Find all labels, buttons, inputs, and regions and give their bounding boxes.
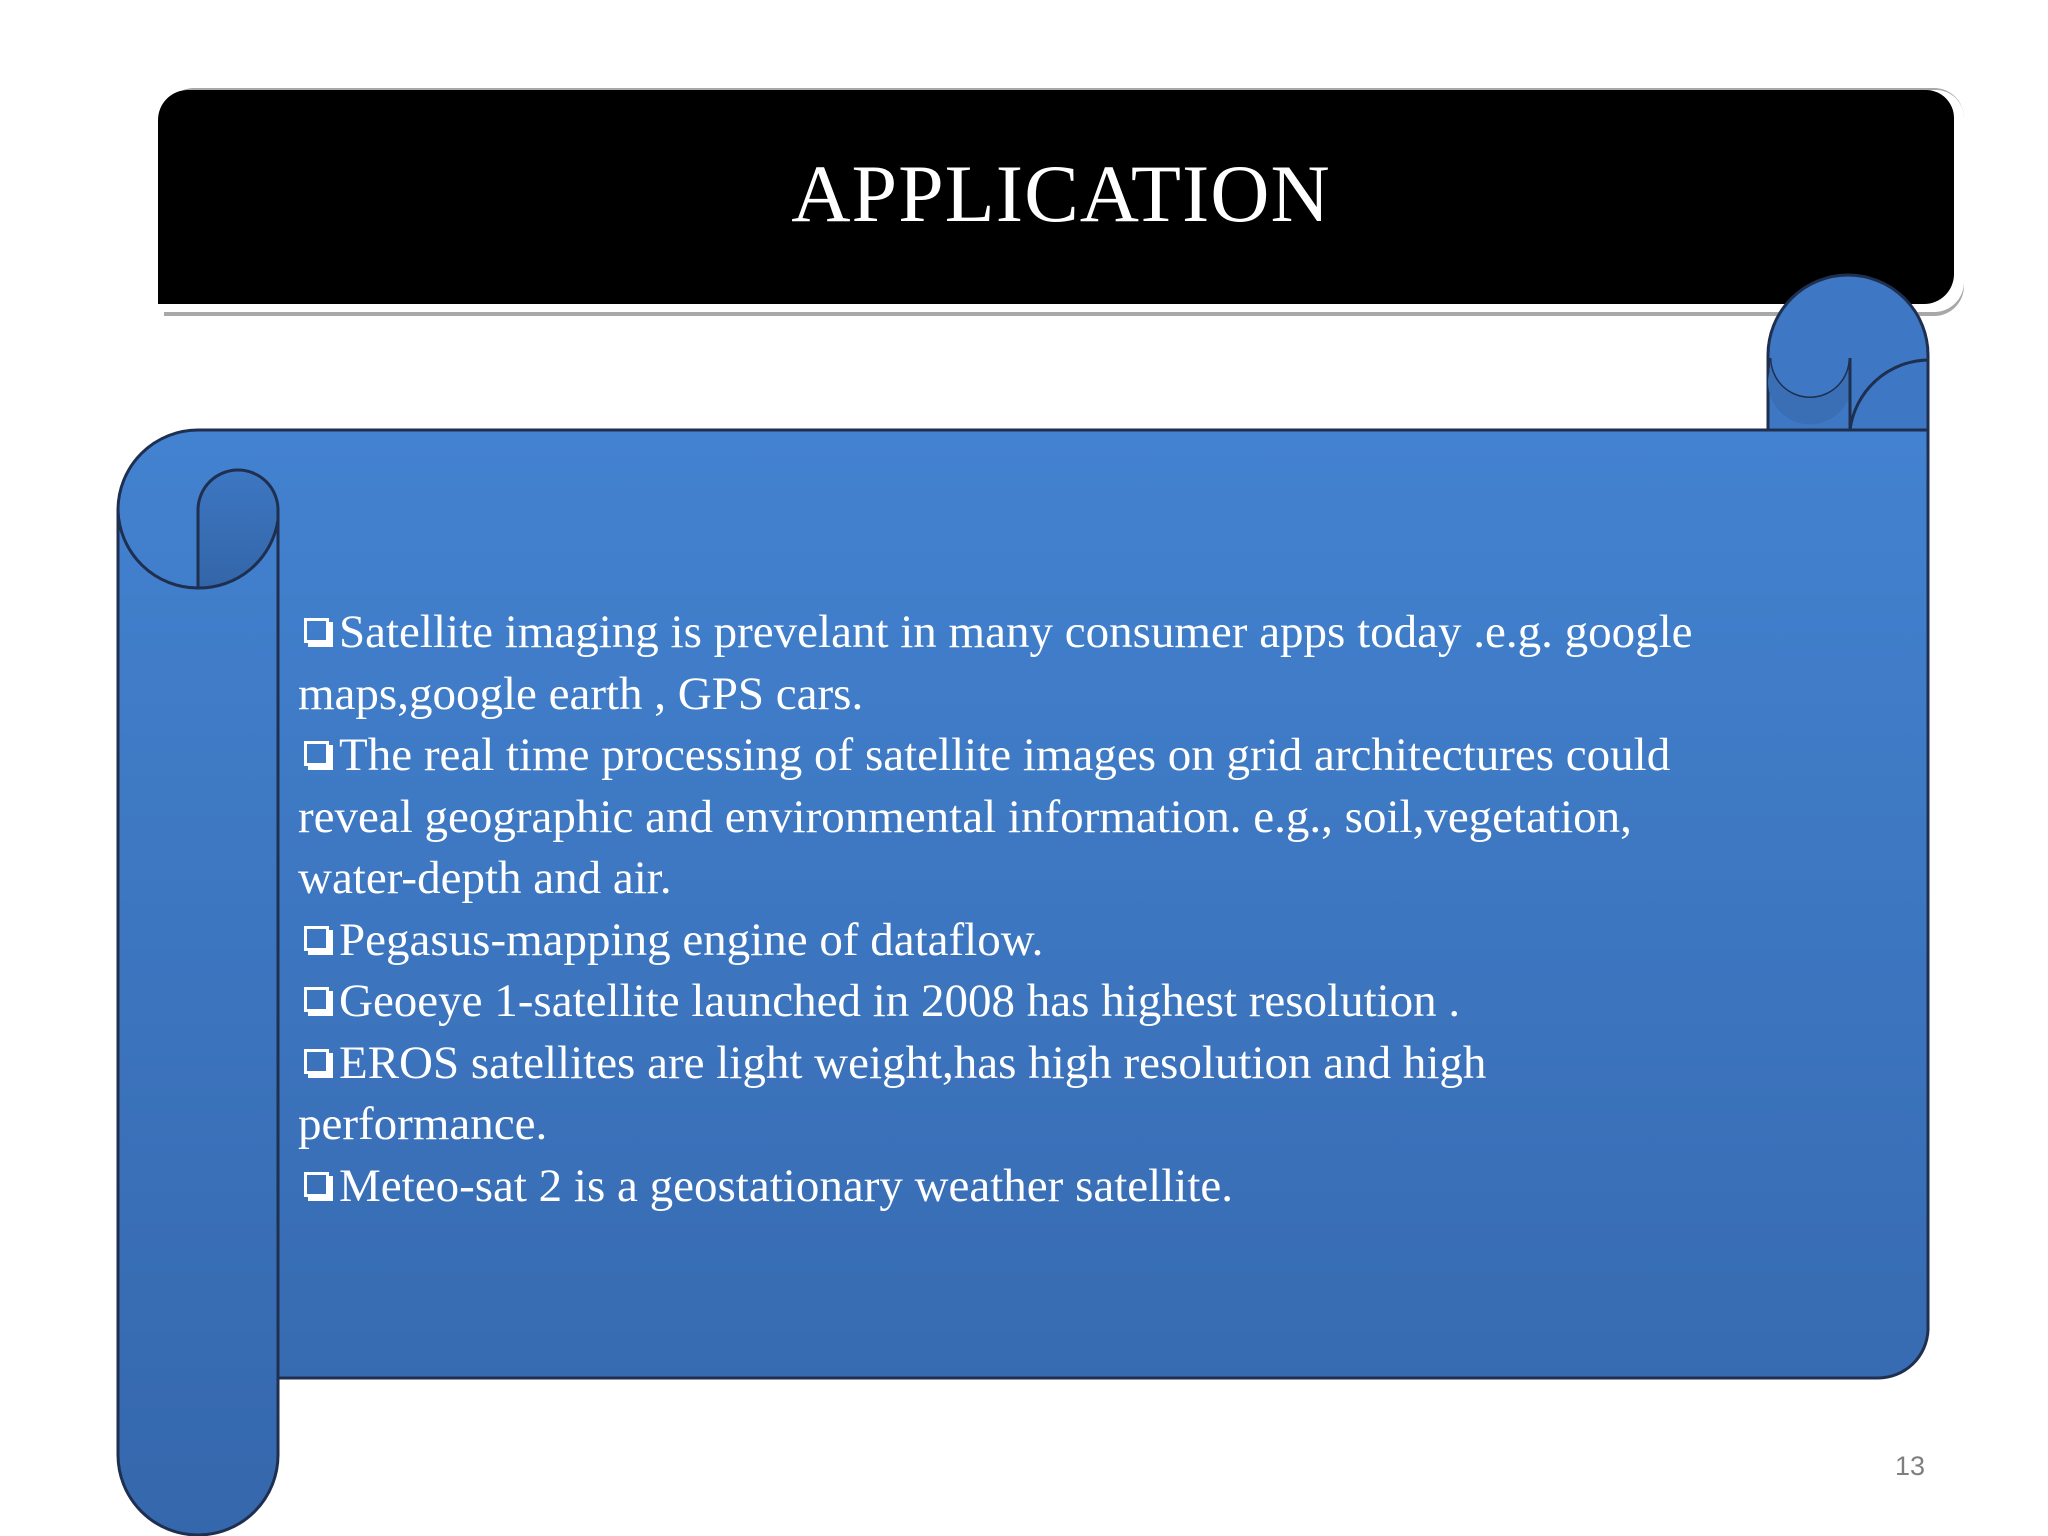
scroll-right-curl [1768,275,1928,430]
hollow-square-bullet-icon [304,1172,329,1197]
hollow-square-bullet-icon [304,618,329,643]
list-item-continuation: water-depth and air. [298,852,672,904]
hollow-square-bullet-icon [304,1049,329,1074]
list-item: Pegasus-mapping engine of dataflow. [298,910,1878,972]
page-number: 13 [1894,1451,1925,1481]
list-item: Meteo-sat 2 is a geostationary weather satellite. [298,1156,1878,1218]
list-item-continuation: reveal geographic and environmental information. e.g., soil,vegetation, [298,790,1632,843]
list-item-continuation: performance. [298,1098,548,1150]
list-item: Geoeye 1-satellite launched in 2008 has highest resolution . [298,971,1878,1033]
hollow-square-bullet-icon [304,987,329,1012]
hollow-square-bullet-icon [304,926,329,951]
bullet-list [298,602,1878,1217]
list-item: Satellite imaging is prevelant in many consumer apps today .e.g. google [298,602,1878,664]
slide-title: APPLICATION [791,148,1331,239]
list-item-continuation: maps,google earth , GPS cars. [298,667,864,720]
hollow-square-bullet-icon [304,741,329,766]
list-item: The real time processing of satellite images on grid architectures could [298,725,1878,787]
list-item: EROS satellites are light weight,has high resolution and high [298,1033,1878,1095]
